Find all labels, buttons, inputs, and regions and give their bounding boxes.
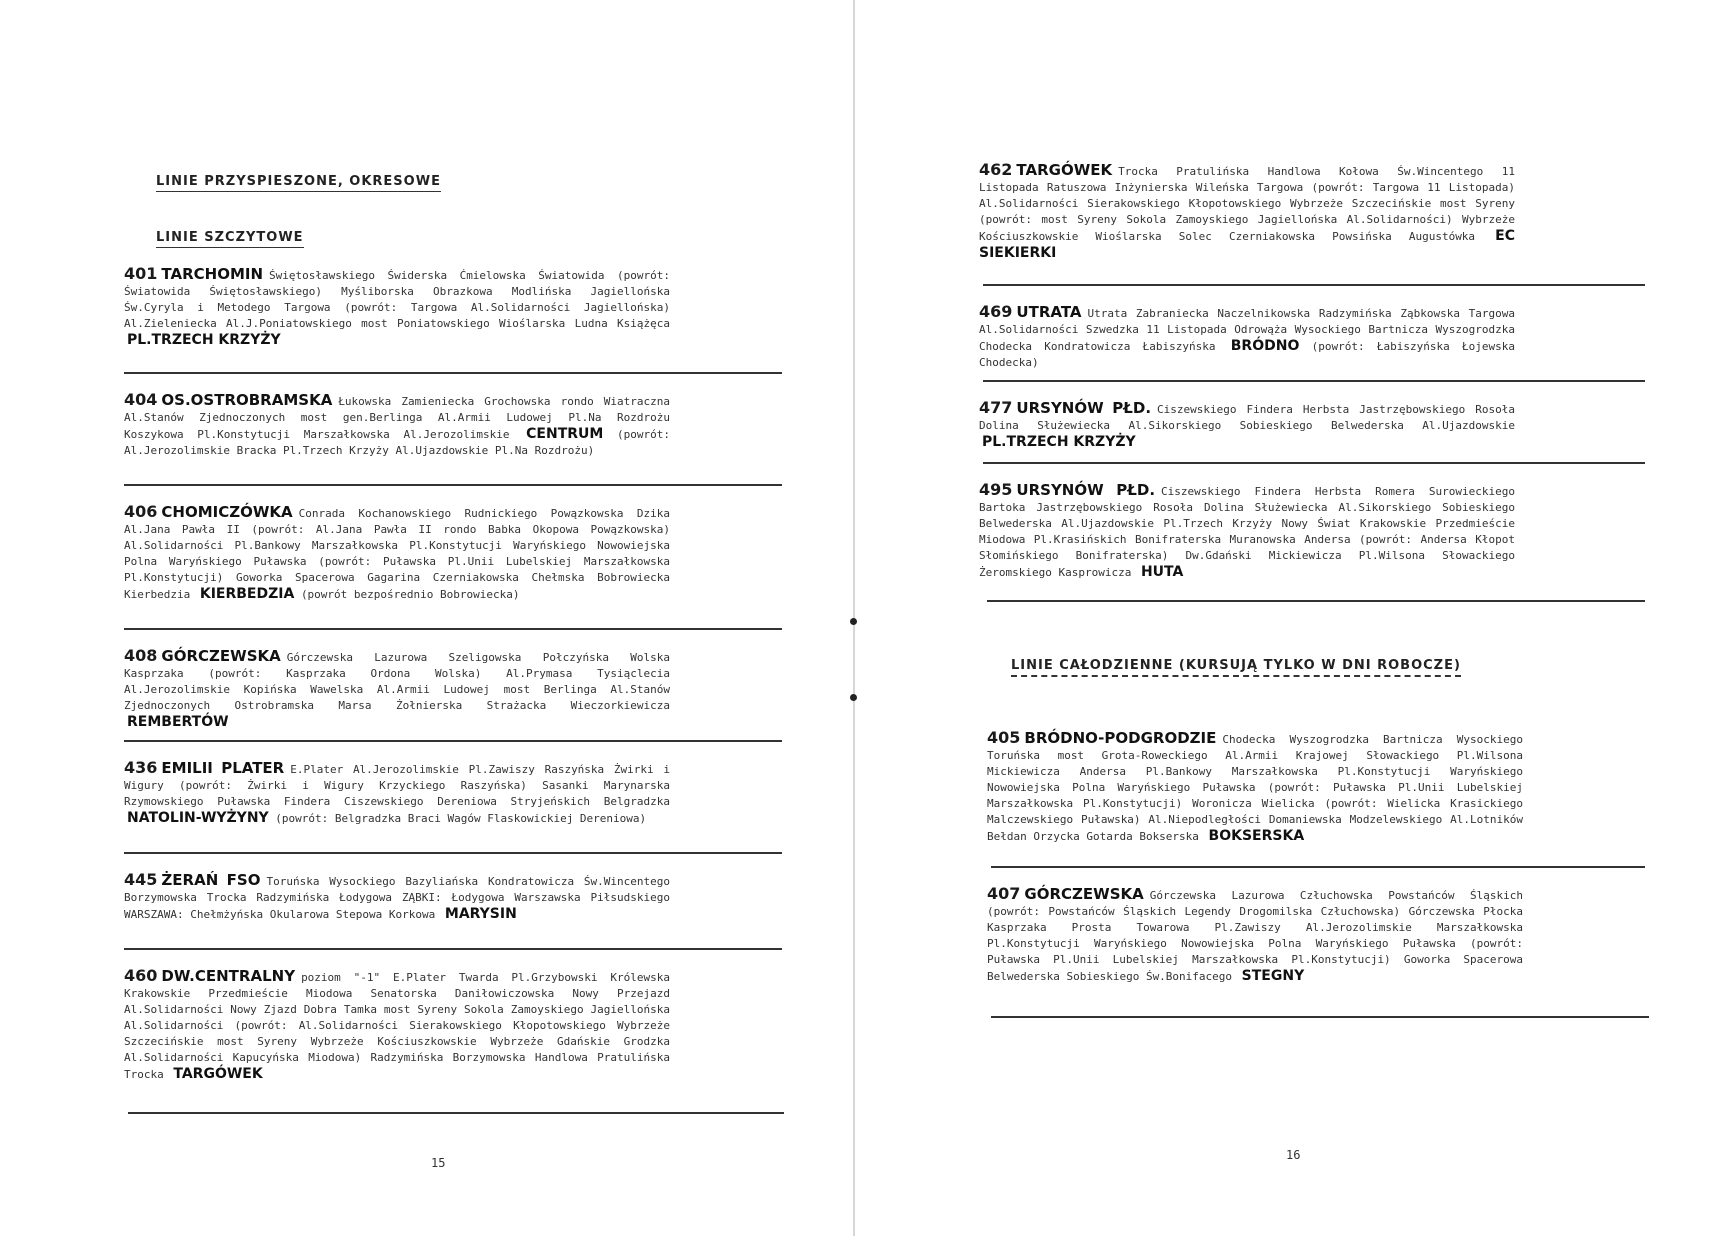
- route-entry-401: [124, 266, 670, 349]
- route-number: 462: [979, 160, 1013, 179]
- route-number: 436: [124, 758, 158, 777]
- route-text: [979, 304, 1515, 371]
- route-destination: CENTRUM: [526, 426, 604, 442]
- route-text: [124, 266, 670, 349]
- section-heading-allday: LINIE CAŁODZIENNE (KURSUJĄ TYLKO W DNI ROBOCZE): [1011, 658, 1461, 677]
- route-text: [124, 872, 670, 923]
- route-entry-460: [124, 968, 670, 1083]
- entry-divider: [124, 628, 782, 630]
- route-name: TARCHOMIN: [161, 265, 264, 283]
- page-number: 15: [431, 1156, 446, 1170]
- route-text: [979, 482, 1515, 581]
- route-number: 445: [124, 870, 158, 889]
- route-name: URSYNÓW PŁD.: [1016, 481, 1156, 499]
- route-entry-436: [124, 760, 670, 827]
- route-destination: EC SIEKIERKI: [979, 228, 1515, 261]
- entry-divider: [128, 1112, 784, 1114]
- route-text: [124, 504, 670, 603]
- route-number: 495: [979, 480, 1013, 499]
- page-number: 16: [1286, 1148, 1301, 1162]
- route-number: 406: [124, 502, 158, 521]
- route-name: OS.OSTROBRAMSKA: [161, 391, 333, 409]
- route-streets: Świętosławskiego Świderska Ćmielowska Światowida (powrót: Światowida Świętosławskiego) Myśliborska Obrazkowa Modlińska Jagiellońska Św.Cyryla i Metodego Targowa (powrót: Targowa Al.Solidarności Jagiellońska) Al.Zieleniecka Al.J.Poniatowskiego most Poniatowskiego Wioślarska Ludna Książęca: [124, 269, 670, 330]
- route-name: UTRATA: [1016, 303, 1082, 321]
- route-entry-462: [979, 162, 1515, 262]
- route-streets: E.Plater Al.Jerozolimskie Pl.Zawiszy Raszyńska Żwirki i Wigury (powrót: Żwirki i Wigury Krzyckiego Raszyńska) Sasanki Marynarska Rzymowskiego Puławska Findera Ciszewskiego Dereniowa Stryjeńskich Belgradzka: [124, 763, 670, 808]
- route-entry-469: [979, 304, 1515, 371]
- route-name: CHOMICZÓWKA: [161, 503, 293, 521]
- route-name: BRÓDNO-PODGRODZIE: [1024, 729, 1217, 747]
- section-heading-express: LINIE PRZYSPIESZONE, OKRESOWE: [156, 174, 441, 192]
- route-entry-406: [124, 504, 670, 603]
- route-text: [979, 162, 1515, 262]
- route-entry-408: [124, 648, 670, 731]
- route-name: TARGÓWEK: [1016, 161, 1113, 179]
- route-destination: BRÓDNO: [1230, 338, 1300, 354]
- route-streets-return: (powrót bezpośrednio Bobrowiecka): [300, 588, 520, 601]
- route-destination: KIERBEDZIA: [199, 586, 295, 602]
- entry-divider: [124, 948, 782, 950]
- route-number: 405: [987, 728, 1021, 747]
- route-number: 460: [124, 966, 158, 985]
- route-destination: MARYSIN: [444, 906, 517, 922]
- route-text: [124, 968, 670, 1083]
- route-streets: Ciszewskiego Findera Herbsta Romera Surowieckiego Bartoka Jastrzębowskiego Rosoła Dolina Służewiecka Al.Sikorskiego Sobieskiego Belwederska Al.Ujazdowskie Pl.Trzech Krzyży Nowy Świat Krakowskie Przedmieście Miodowa Pl.Krasińskich Bonifraterska Muranowska Andersa (powrót: Andersa Kłopot Słomińskiego Bonifraterska) Dw.Gdański Mickiewicza Pl.Wilsona Słowackiego Żeromskiego Kasprowicza: [979, 485, 1515, 579]
- route-number: 477: [979, 398, 1013, 417]
- route-text: [124, 648, 670, 731]
- route-streets: Conrada Kochanowskiego Rudnickiego Powązkowska Dzika Al.Jana Pawła II (powrót: Al.Jana Pawła II rondo Babka Okopowa Powązkowska) Al.Solidarności Pl.Bankowy Marszałkowska Pl.Konstytucji Waryńskiego Nowowiejska Polna Waryńskiego Puławska (powrót: Puławska Pl.Unii Lubelskiej Marszałkowska Pl.Konstytucji) Goworka Spacerowa Gagarina Czerniakowska Chełmska Bobrowiecka Kierbedzia: [124, 507, 670, 601]
- route-destination: NATOLIN-WYŻYNY: [127, 810, 269, 826]
- route-text: [979, 400, 1515, 451]
- route-streets: poziom "-1" E.Plater Twarda Pl.Grzybowski Królewska Krakowskie Przedmieście Miodowa Senatorska Daniłowiczowska Nowy Przejazd Al.Solidarności Nowy Zjazd Dobra Tamka most Syreny Sokola Zamoyskiego Jagiellońska Al.Solidarności (powrót: Al.Solidarności Sierakowskiego Kłopotowskiego Wybrzeże Szczecińskie most Syreny Wybrzeże Kościuszkowskie Wybrzeże Gdańskie Grodzka Al.Solidarności Kapucyńska Miodowa) Radzymińska Borzymowska Handlowa Pratulińska Trocka: [124, 971, 670, 1081]
- entry-divider: [124, 372, 782, 374]
- entry-divider: [991, 1016, 1649, 1018]
- entry-divider: [124, 484, 782, 486]
- route-number: 408: [124, 646, 158, 665]
- route-destination: STEGNY: [1241, 968, 1305, 984]
- route-destination: HUTA: [1140, 564, 1184, 580]
- route-streets: Ciszewskiego Findera Herbsta Jastrzębowskiego Rosoła Dolina Służewiecka Al.Sikorskiego Sobieskiego Belwederska Al.Ujazdowskie: [979, 403, 1515, 432]
- route-streets: Chodecka Wyszogrodzka Bartnicza Wysockiego Toruńska most Grota-Roweckiego Al.Armii Krajowej Słowackiego Pl.Wilsona Mickiewicza Andersa Pl.Bankowy Marszałkowska Pl.Konstytucji Waryńskiego Nowowiejska Polna Waryńskiego Puławska (powrót: Puławska Pl.Unii Lubelskiej Marszałkowska Pl.Konstytucji) Woronicza Wielicka (powrót: Wielicka Krasickiego Malczewskiego Puławska) Al.Niepodległości Domaniewska Modzelewskiego Al.Lotników Bełdan Orzycka Gotarda Bokserska: [987, 733, 1523, 843]
- route-streets: Łukowska Zamieniecka Grochowska rondo Wiatraczna Al.Stanów Zjednoczonych most gen.Berlinga Al.Armii Ludowej Pl.Na Rozdrożu Koszykowa Pl.Konstytucji Marszałkowska Al.Jerozolimskie: [124, 395, 670, 441]
- route-streets: Utrata Zabraniecka Naczelnikowska Radzymińska Ząbkowska Targowa Al.Solidarności Szwedzka 11 Listopada Odrowąża Wysockiego Bartnicza Wyszogrodzka Chodecka Kondratowicza Łabiszyńska: [979, 307, 1515, 353]
- route-name: URSYNÓW PŁD.: [1016, 399, 1152, 417]
- route-number: 469: [979, 302, 1013, 321]
- route-text: [987, 886, 1523, 985]
- route-name: EMILII PLATER: [161, 759, 285, 777]
- route-entry-445: [124, 872, 670, 923]
- route-streets: Trocka Pratulińska Handlowa Kołowa Św.Wincentego 11 Listopada Ratuszowa Inżynierska Wileńska Targowa (powrót: Targowa 11 Listopada) Al.Solidarności Sierakowskiego Kłopotowskiego Wybrzeże Szczecińskie most Syreny (powrót: most Syreny Sokola Zamoyskiego Jagiellońska Al.Solidarności) Wybrzeże Kościuszkowskie Wioślarska Solec Czerniakowska Powsińska Augustówka: [979, 165, 1515, 243]
- route-name: ŻERAŃ FSO: [161, 871, 261, 889]
- entry-divider: [983, 380, 1645, 382]
- route-destination: PL.TRZECH KRZYŻY: [982, 434, 1136, 450]
- route-destination: TARGÓWEK: [173, 1066, 263, 1082]
- entry-divider: [987, 600, 1645, 602]
- route-destination: REMBERTÓW: [127, 714, 229, 730]
- route-name: GÓRCZEWSKA: [1024, 885, 1144, 903]
- route-entry-404: [124, 392, 670, 459]
- route-streets: Górczewska Lazurowa Szeligowska Połczyńska Wolska Kasprzaka (powrót: Kasprzaka Ordona Wolska) Al.Prymasa Tysiąclecia Al.Jerozolimskie Kopińska Wawelska Al.Armii Ludowej most Berlinga Al.Stanów Zjednoczonych Ostrobramska Marsa Żołnierska Strażacka Wieczorkiewicza: [124, 651, 670, 712]
- entry-divider: [124, 740, 782, 742]
- route-entry-405: [987, 730, 1523, 845]
- right-page: [855, 0, 1710, 1236]
- entry-divider: [991, 866, 1645, 868]
- route-entry-477: [979, 400, 1515, 451]
- route-entry-407: [987, 886, 1523, 985]
- route-text: [124, 392, 670, 459]
- route-streets: Górczewska Lazurowa Człuchowska Powstańców Śląskich (powrót: Powstańców Śląskich Legendy Drogomilska Człuchowska) Górczewska Płocka Kasprzaka Prosta Towarowa Pl.Zawiszy Al.Jerozolimskie Marszałkowska Pl.Konstytucji Waryńskiego Nowowiejska Polna Waryńskiego Puławska (powrót: Puławska Pl.Unii Lubelskiej Marszałkowska Pl.Konstytucji) Goworka Spacerowa Belwederska Sobieskiego Św.Bonifacego: [987, 889, 1523, 983]
- route-text: [987, 730, 1523, 845]
- route-number: 404: [124, 390, 158, 409]
- entry-divider: [983, 462, 1645, 464]
- route-streets-return: (powrót: Łabiszyńska Łojewska Chodecka): [979, 340, 1516, 369]
- route-streets: Toruńska Wysockiego Bazyliańska Kondratowicza Św.Wincentego Borzymowska Trocka Radzymińska Łodygowa ZĄBKI: Łodygowa Warszawska Piłsudskiego WARSZAWA: Chełmżyńska Okularowa Stepowa Korkowa: [124, 875, 670, 921]
- entry-divider: [124, 852, 782, 854]
- route-destination: PL.TRZECH KRZYŻY: [127, 332, 281, 348]
- route-number: 401: [124, 264, 158, 283]
- route-name: DW.CENTRALNY: [161, 967, 296, 985]
- entry-divider: [983, 284, 1645, 286]
- route-destination: BOKSERSKA: [1208, 828, 1305, 844]
- route-number: 407: [987, 884, 1021, 903]
- route-streets-return: (powrót: Belgradzka Braci Wagów Flaskowickiej Dereniowa): [275, 812, 647, 825]
- route-entry-495: [979, 482, 1515, 581]
- route-name: GÓRCZEWSKA: [161, 647, 281, 665]
- route-streets-return: (powrót: Al.Jerozolimskie Bracka Pl.Trzech Krzyży Al.Ujazdowskie Pl.Na Rozdrożu): [124, 428, 671, 457]
- route-text: [124, 760, 670, 827]
- section-heading-peak: LINIE SZCZYTOWE: [156, 230, 304, 248]
